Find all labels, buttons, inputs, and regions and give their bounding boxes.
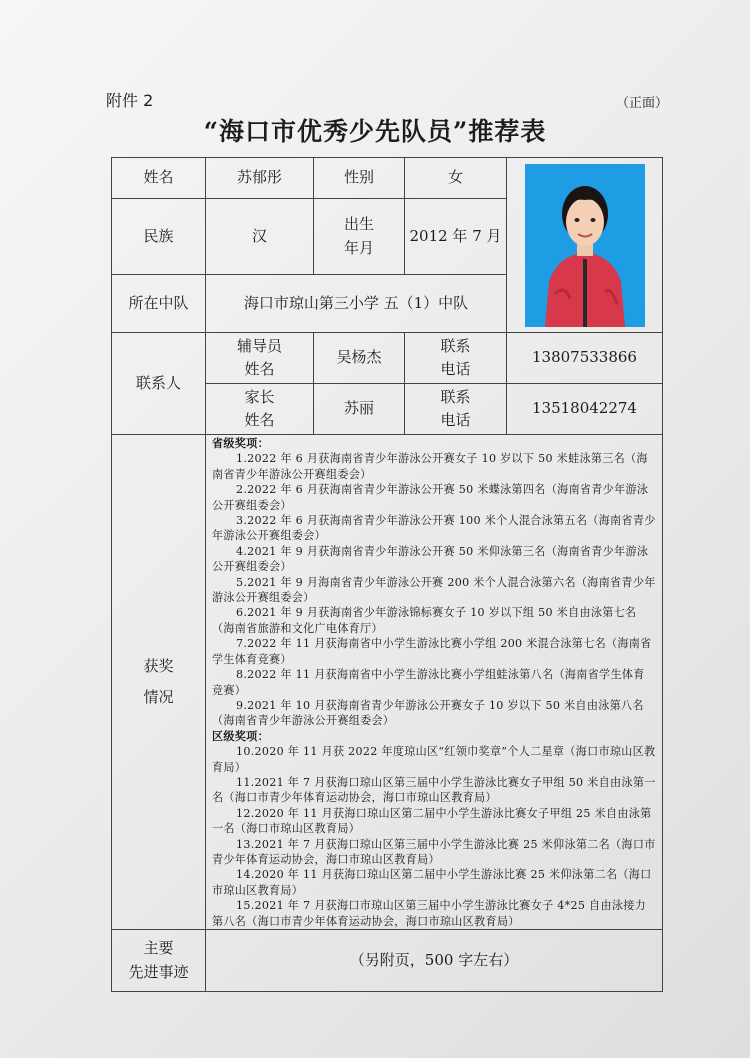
birth-label-line2: 年月 bbox=[343, 238, 374, 257]
list-item: 13.2021 年 7 月获海口琼山区第三届中小学生游泳比赛 25 米仰泳第二名（海口市青少年体育运动协会，海口市琼山区教育局） bbox=[212, 837, 656, 866]
awards-cell bbox=[206, 435, 663, 930]
parent-label bbox=[206, 384, 314, 435]
ethnicity-label: 民族 bbox=[112, 199, 206, 275]
parent-name: 苏丽 bbox=[314, 384, 405, 435]
parent-label-line1: 家长 bbox=[244, 387, 275, 406]
birth-label bbox=[314, 199, 405, 275]
portrait-image bbox=[525, 164, 645, 327]
page-title: “海口市优秀少先队员”推荐表 bbox=[203, 117, 547, 146]
list-item: 2.2022 年 6 月获海南省青少年游泳公开赛 50 米蝶泳第四名（海南省青少年游泳公开赛组委会） bbox=[212, 483, 649, 512]
student-photo bbox=[525, 164, 645, 327]
list-item: 5.2021 年 9 月海南省青少年游泳公开赛 200 米个人混合泳第六名（海南省青少年游泳公开赛组委会） bbox=[212, 575, 656, 605]
provincial-heading: 省级奖项： bbox=[212, 437, 269, 450]
list-item: 4.2021 年 9 月获海南省青少年游泳公开赛 50 米仰泳第三名（海南省青少年游泳公开赛组委会） bbox=[212, 544, 649, 574]
phone-label-line1: 联系 bbox=[440, 336, 471, 355]
counselor-phone: 13807533866 bbox=[507, 333, 663, 384]
gender-label: 性别 bbox=[314, 158, 405, 199]
deeds-label bbox=[112, 930, 206, 992]
side-label: （正面） bbox=[616, 96, 669, 111]
list-item: 14.2020 年 11 月获海口琼山区第二届中小学生游泳比赛 25 米仰泳第二名（海口市琼山区教育局） bbox=[212, 868, 652, 897]
list-item: 10.2020 年 11 月获 2022 年度琼山区“红领巾奖章”个人二星章（海口市琼山区教育局） bbox=[212, 745, 656, 774]
parent-phone-label bbox=[405, 384, 507, 435]
squad-label: 所在中队 bbox=[112, 275, 206, 333]
counselor-label-line2: 姓名 bbox=[244, 360, 275, 378]
awards-label bbox=[112, 435, 206, 930]
phone-label-line2: 电话 bbox=[440, 360, 471, 378]
recommendation-form bbox=[111, 157, 663, 992]
counselor-label bbox=[206, 333, 314, 384]
list-item: 15.2021 年 7 月获海口市琼山区第三届中小学生游泳比赛女子 4*25 自由泳接力第八名（海口市青少年体育运动协会，海口市琼山区教育局） bbox=[212, 899, 647, 928]
list-item: 3.2022 年 6 月获海南省青少年游泳公开赛 100 米个人混合泳第五名（海南省青少年游泳公开赛组委会） bbox=[212, 514, 656, 543]
name-value: 苏郁彤 bbox=[206, 158, 314, 199]
squad-value: 海口市琼山第三小学 五（1）中队 bbox=[206, 275, 507, 333]
deeds-note: （另附页，500 字左右） bbox=[206, 930, 663, 992]
deeds-label-line1: 主要 bbox=[143, 939, 174, 958]
name-label: 姓名 bbox=[112, 158, 206, 199]
birth-value: 2012 年 7 月 bbox=[405, 199, 507, 275]
deeds-label-line2: 先进事迹 bbox=[128, 962, 189, 981]
list-item: 8.2022 年 11 月获海南省中小学生游泳比赛小学组蛙泳第八名（海南省学生体育竞赛） bbox=[212, 668, 645, 697]
attachment-label: 附件 2 bbox=[106, 91, 154, 110]
list-item: 6.2021 年 9 月获海南省少年游泳锦标赛女子 10 岁以下组 50 米自由泳第七名（海南省旅游和文化广电体育厅） bbox=[212, 606, 637, 635]
counselor-phone-label bbox=[405, 333, 507, 384]
contact-label: 联系人 bbox=[112, 333, 206, 435]
phone-label-line2: 电话 bbox=[440, 411, 471, 429]
list-item: 1.2022 年 6 月获海南省青少年游泳公开赛女子 10 岁以下 50 米蛙泳第三名（海南省青少年游泳公开赛组委会） bbox=[212, 452, 648, 481]
ethnicity-value: 汉 bbox=[206, 199, 314, 275]
parent-phone: 13518042274 bbox=[507, 384, 663, 435]
district-heading: 区级奖项： bbox=[212, 729, 269, 743]
list-item: 11.2021 年 7 月获海口琼山区第三届中小学生游泳比赛女子甲组 50 米自由泳第一名（海口市青少年体育运动协会，海口市琼山区教育局） bbox=[212, 775, 656, 805]
phone-label-line1: 联系 bbox=[440, 387, 471, 406]
parent-label-line2: 姓名 bbox=[244, 411, 275, 429]
birth-label-line1: 出生 bbox=[343, 215, 374, 234]
awards-label-line2: 情况 bbox=[143, 688, 174, 706]
list-item: 9.2021 年 10 月获海南省青少年游泳公开赛女子 10 岁以下 50 米自由泳第八名（海南省青少年游泳公开赛组委会） bbox=[212, 698, 644, 728]
awards-label-line1: 获奖 bbox=[143, 656, 174, 675]
photo-cell bbox=[507, 158, 663, 333]
counselor-name: 吴杨杰 bbox=[314, 333, 405, 384]
awards-list bbox=[212, 436, 656, 929]
list-item: 12.2020 年 11 月获海口琼山区第二届中小学生游泳比赛女子甲组 25 米自由泳第一名（海口市琼山区教育局） bbox=[212, 806, 652, 836]
counselor-label-line1: 辅导员 bbox=[236, 336, 282, 355]
gender-value: 女 bbox=[405, 158, 507, 199]
list-item: 7.2022 年 11 月获海南省中小学生游泳比赛小学组 200 米混合泳第七名（海南省学生体育竞赛） bbox=[212, 637, 652, 666]
